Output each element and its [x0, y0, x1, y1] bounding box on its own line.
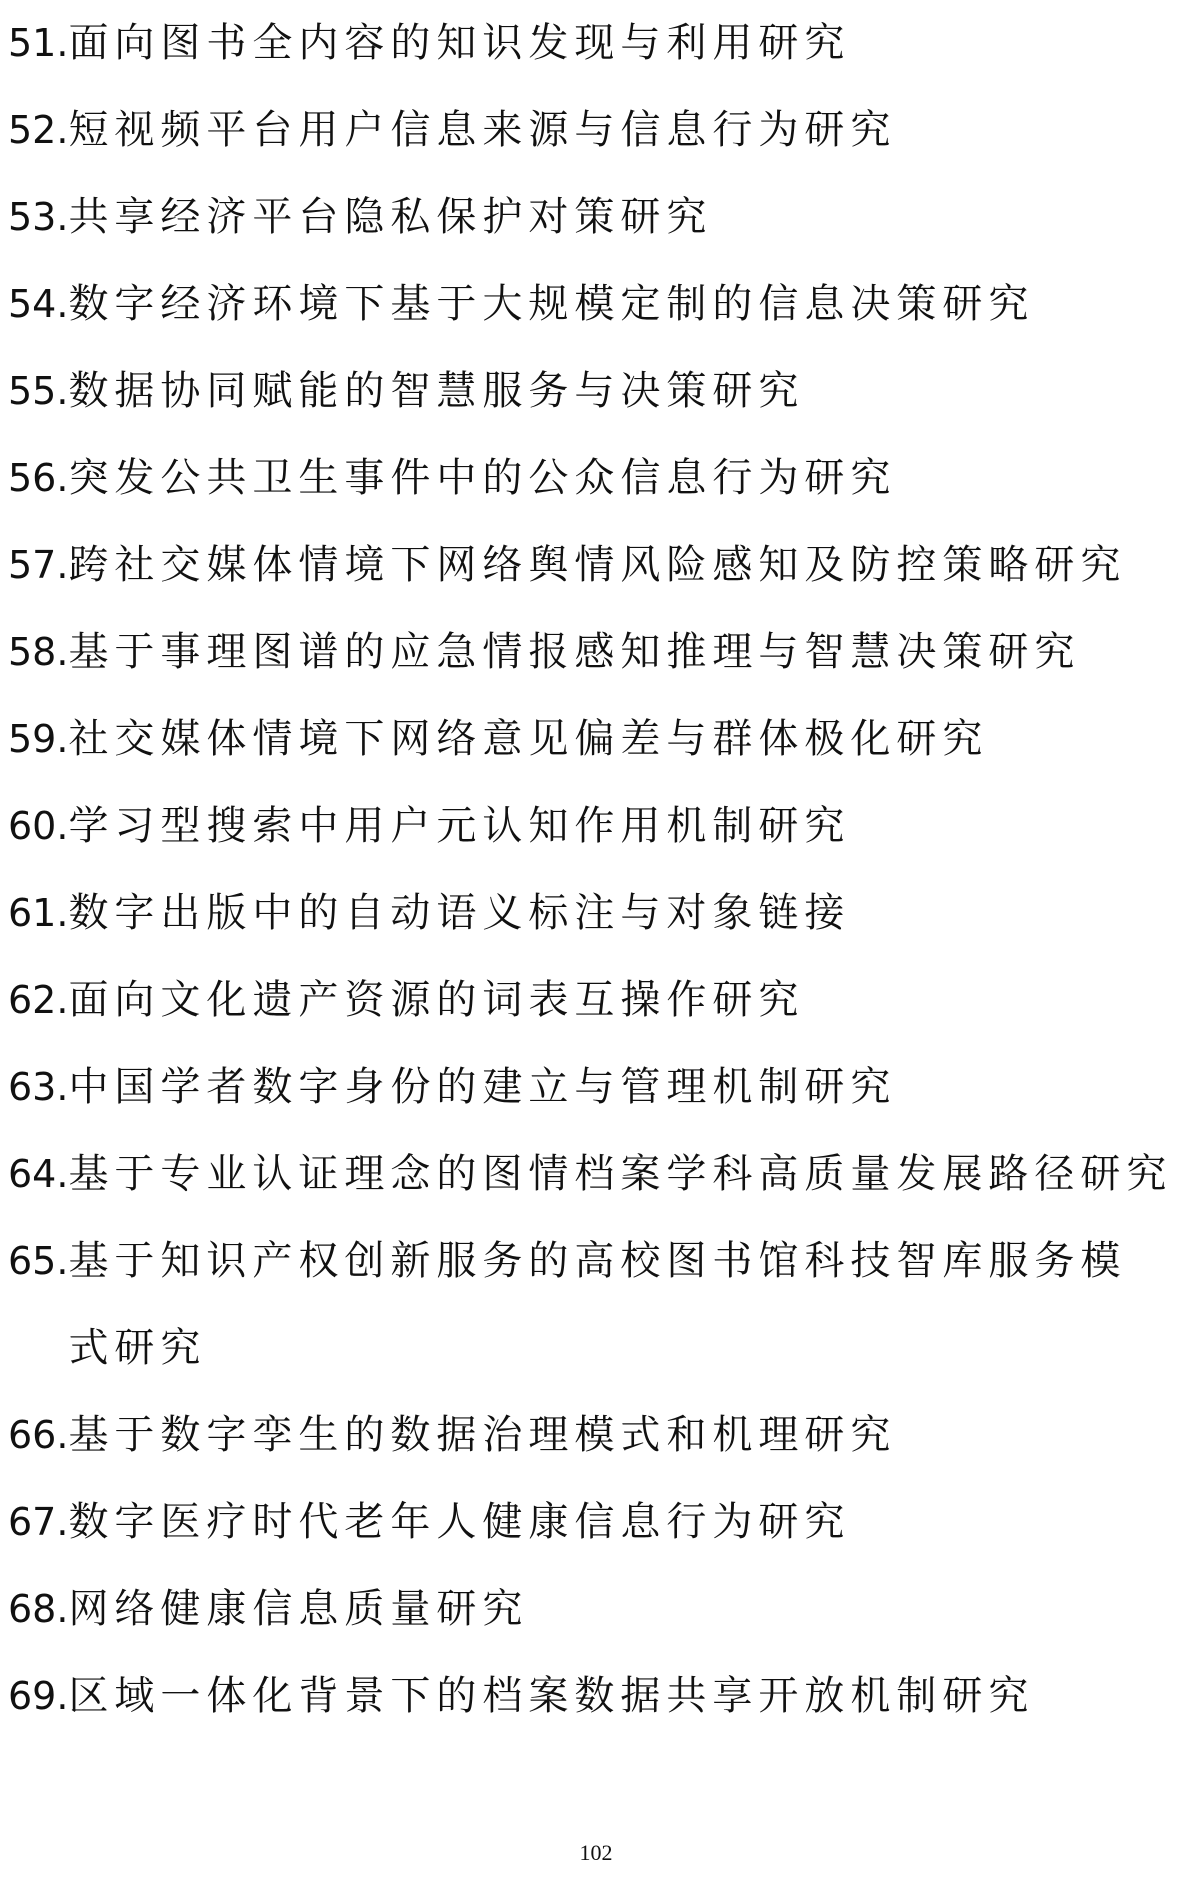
item-text: 数据协同赋能的智慧服务与决策研究 [68, 368, 805, 414]
item-number: 52. [8, 108, 69, 152]
list-item [8, 174, 1188, 261]
list-item [8, 435, 1188, 522]
list-item [8, 1392, 1188, 1479]
item-number: 63. [8, 1065, 69, 1109]
list-item [8, 870, 1188, 957]
item-text: 面向文化遗产资源的词表互操作研究 [68, 977, 805, 1023]
item-number: 69. [8, 1674, 69, 1718]
item-number: 64. [8, 1152, 69, 1196]
list-item [8, 522, 1188, 609]
topic-list [8, 0, 1188, 1740]
list-item [8, 1566, 1188, 1653]
list-item [8, 1131, 1188, 1218]
item-number: 51. [8, 21, 69, 65]
list-item [8, 1044, 1188, 1131]
item-text: 共享经济平台隐私保护对策研究 [68, 194, 713, 240]
item-number: 65. [8, 1239, 69, 1283]
item-text: 数字经济环境下基于大规模定制的信息决策研究 [68, 281, 1035, 327]
item-text: 基于数字孪生的数据治理模式和机理研究 [68, 1412, 897, 1458]
item-number: 58. [8, 630, 69, 674]
item-number: 56. [8, 456, 69, 500]
list-item [8, 1653, 1188, 1740]
item-text: 跨社交媒体情境下网络舆情风险感知及防控策略研究 [68, 542, 1127, 588]
item-number: 59. [8, 717, 69, 761]
item-number: 60. [8, 804, 69, 848]
item-text: 数字出版中的自动语义标注与对象链接 [68, 890, 851, 936]
list-item [8, 87, 1188, 174]
item-number: 67. [8, 1500, 69, 1544]
item-text: 短视频平台用户信息来源与信息行为研究 [68, 107, 897, 153]
list-item [8, 1479, 1188, 1566]
item-number: 54. [8, 282, 69, 326]
item-number: 57. [8, 543, 69, 587]
item-number: 68. [8, 1587, 69, 1631]
item-text: 数字医疗时代老年人健康信息行为研究 [68, 1499, 851, 1545]
list-item [8, 696, 1188, 783]
page-number: 102 [579, 1840, 613, 1865]
list-item [8, 957, 1188, 1044]
item-text: 中国学者数字身份的建立与管理机制研究 [68, 1064, 897, 1110]
item-text: 社交媒体情境下网络意见偏差与群体极化研究 [68, 716, 989, 762]
list-item [8, 1218, 1188, 1392]
list-item [8, 783, 1188, 870]
item-text: 网络健康信息质量研究 [68, 1586, 529, 1632]
item-text: 区域一体化背景下的档案数据共享开放机制研究 [68, 1673, 1035, 1719]
list-item [8, 261, 1188, 348]
item-number: 62. [8, 978, 69, 1022]
list-item [8, 348, 1188, 435]
item-text: 学习型搜索中用户元认知作用机制研究 [68, 803, 851, 849]
item-text: 面向图书全内容的知识发现与利用研究 [68, 20, 851, 66]
list-item [8, 609, 1188, 696]
item-number: 53. [8, 195, 69, 239]
item-text: 基于事理图谱的应急情报感知推理与智慧决策研究 [68, 629, 1081, 675]
item-text: 基于专业认证理念的图情档案学科高质量发展路径研究 [68, 1151, 1173, 1197]
item-text: 基于知识产权创新服务的高校图书馆科技智库服务模式研究 [68, 1238, 1127, 1371]
list-item [8, 0, 1188, 87]
item-number: 55. [8, 369, 69, 413]
item-number: 61. [8, 891, 69, 935]
item-number: 66. [8, 1413, 69, 1457]
item-text: 突发公共卫生事件中的公众信息行为研究 [68, 455, 897, 501]
